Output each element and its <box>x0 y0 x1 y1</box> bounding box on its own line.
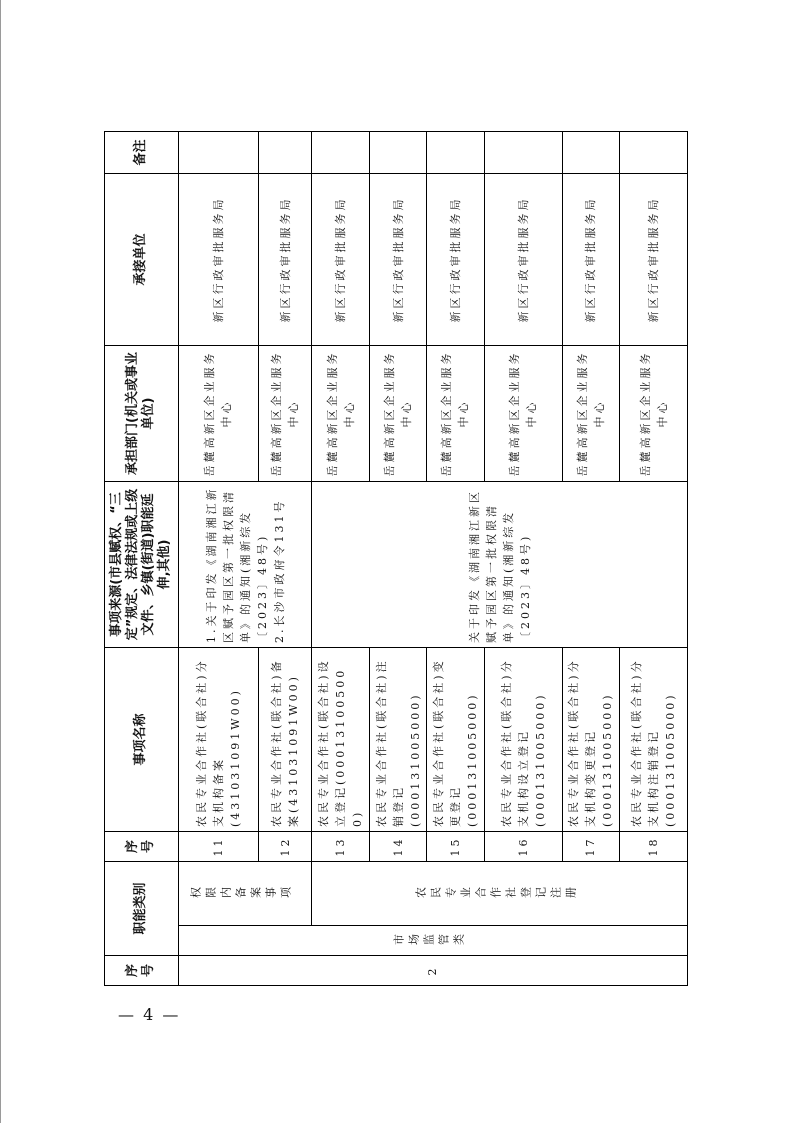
table-row <box>178 131 258 985</box>
source-b: 关于印发《湖南湘江新区赋予园区第一批权限清单》的通知(湘新综发〔2023〕48号) <box>312 481 688 647</box>
row-number: 11 <box>178 831 258 861</box>
item-name: 农民专业合作社(联合社)设立登记(00013100500​0) <box>312 647 369 831</box>
row-number: 16 <box>484 831 562 861</box>
row-number: 18 <box>620 831 688 861</box>
row-number: 13 <box>312 831 369 861</box>
sub-category-b-label: 农民专业合作社登记注册 <box>414 886 580 900</box>
source-a: 1.关于印发《湖南湘江新区赋予园区第一批权限清单》的通知(湘新综发〔2023〕48号) 2.长沙市政府令131号 <box>178 481 311 647</box>
sub-category-b <box>312 861 688 925</box>
receiver-cell: 新区行政审批服务局 <box>484 173 562 345</box>
row-number: 17 <box>562 831 619 861</box>
receiver-cell: 新区行政审批服务局 <box>258 173 311 345</box>
dept-cell: 岳麓高新区企业服务中心 <box>427 345 484 481</box>
receiver-cell: 新区行政审批服务局 <box>562 173 619 345</box>
group-category-label: 市场监管类 <box>392 933 468 947</box>
dept-cell: 岳麓高新区企业服务中心 <box>484 345 562 481</box>
table-header-row <box>105 131 179 985</box>
page-number: — 4 — <box>118 1005 181 1024</box>
header-receiver: 承接单位 <box>105 173 179 345</box>
remark-cell <box>562 131 619 173</box>
dept-cell: 岳麓高新区企业服务中心 <box>178 345 258 481</box>
functions-table <box>104 131 688 986</box>
group-seq: 2 <box>178 956 687 986</box>
remark-cell <box>258 131 311 173</box>
page-edge-line <box>0 0 1 1123</box>
header-seq: 序号 <box>105 956 179 986</box>
receiver-cell: 新区行政审批服务局 <box>369 173 426 345</box>
row-number: 14 <box>369 831 426 861</box>
remark-cell <box>620 131 688 173</box>
item-name: 农民专业合作社(联合社)注销登记(000131005000) <box>369 647 426 831</box>
header-item-seq: 序号 <box>105 831 179 861</box>
remark-cell <box>312 131 369 173</box>
item-name: 农民专业合作社(联合社)备案(431031091W00) <box>258 647 311 831</box>
sub-category-a <box>178 861 311 925</box>
header-category: 职能类别 <box>105 861 179 955</box>
sub-category-a-label: 权限内备案事项 <box>190 886 296 900</box>
table-body <box>178 131 687 985</box>
item-name: 农民专业合作社(联合社)分支机构变更登记(000131005000) <box>562 647 619 831</box>
remark-cell <box>484 131 562 173</box>
remark-cell <box>178 131 258 173</box>
receiver-cell: 新区行政审批服务局 <box>620 173 688 345</box>
table-row <box>312 131 369 985</box>
row-number: 15 <box>427 831 484 861</box>
dept-cell: 岳麓高新区企业服务中心 <box>620 345 688 481</box>
header-remark: 备注 <box>105 131 179 173</box>
dept-cell: 岳麓高新区企业服务中心 <box>562 345 619 481</box>
item-name: 农民专业合作社(联合社)分支机构设立登记(000131005000) <box>484 647 562 831</box>
receiver-cell: 新区行政审批服务局 <box>312 173 369 345</box>
dept-cell: 岳麓高新区企业服务中心 <box>258 345 311 481</box>
row-number: 12 <box>258 831 311 861</box>
receiver-cell: 新区行政审批服务局 <box>427 173 484 345</box>
dept-cell: 岳麓高新区企业服务中心 <box>312 345 369 481</box>
header-dept: 承担部门(机关或事业单位) <box>105 345 179 481</box>
table-frame <box>104 132 688 986</box>
item-name: 农民专业合作社(联合社)变更登记(000131005000) <box>427 647 484 831</box>
header-item-name: 事项名称 <box>105 647 179 831</box>
group-category <box>178 926 687 956</box>
item-name: 农民专业合作社(联合社)分支机构备案(431031091W00) <box>178 647 258 831</box>
receiver-cell: 新区行政审批服务局 <box>178 173 258 345</box>
header-source: 事项来源(市县赋权、“三定”规定、法律法规或上级文件、乡镇(街道)职能延伸,其他) <box>105 481 179 647</box>
dept-cell: 岳麓高新区企业服务中心 <box>369 345 426 481</box>
remark-cell <box>369 131 426 173</box>
remark-cell <box>427 131 484 173</box>
item-name: 农民专业合作社(联合社)分支机构注销登记(000131005000) <box>620 647 688 831</box>
rotated-table-wrapper <box>104 132 688 986</box>
